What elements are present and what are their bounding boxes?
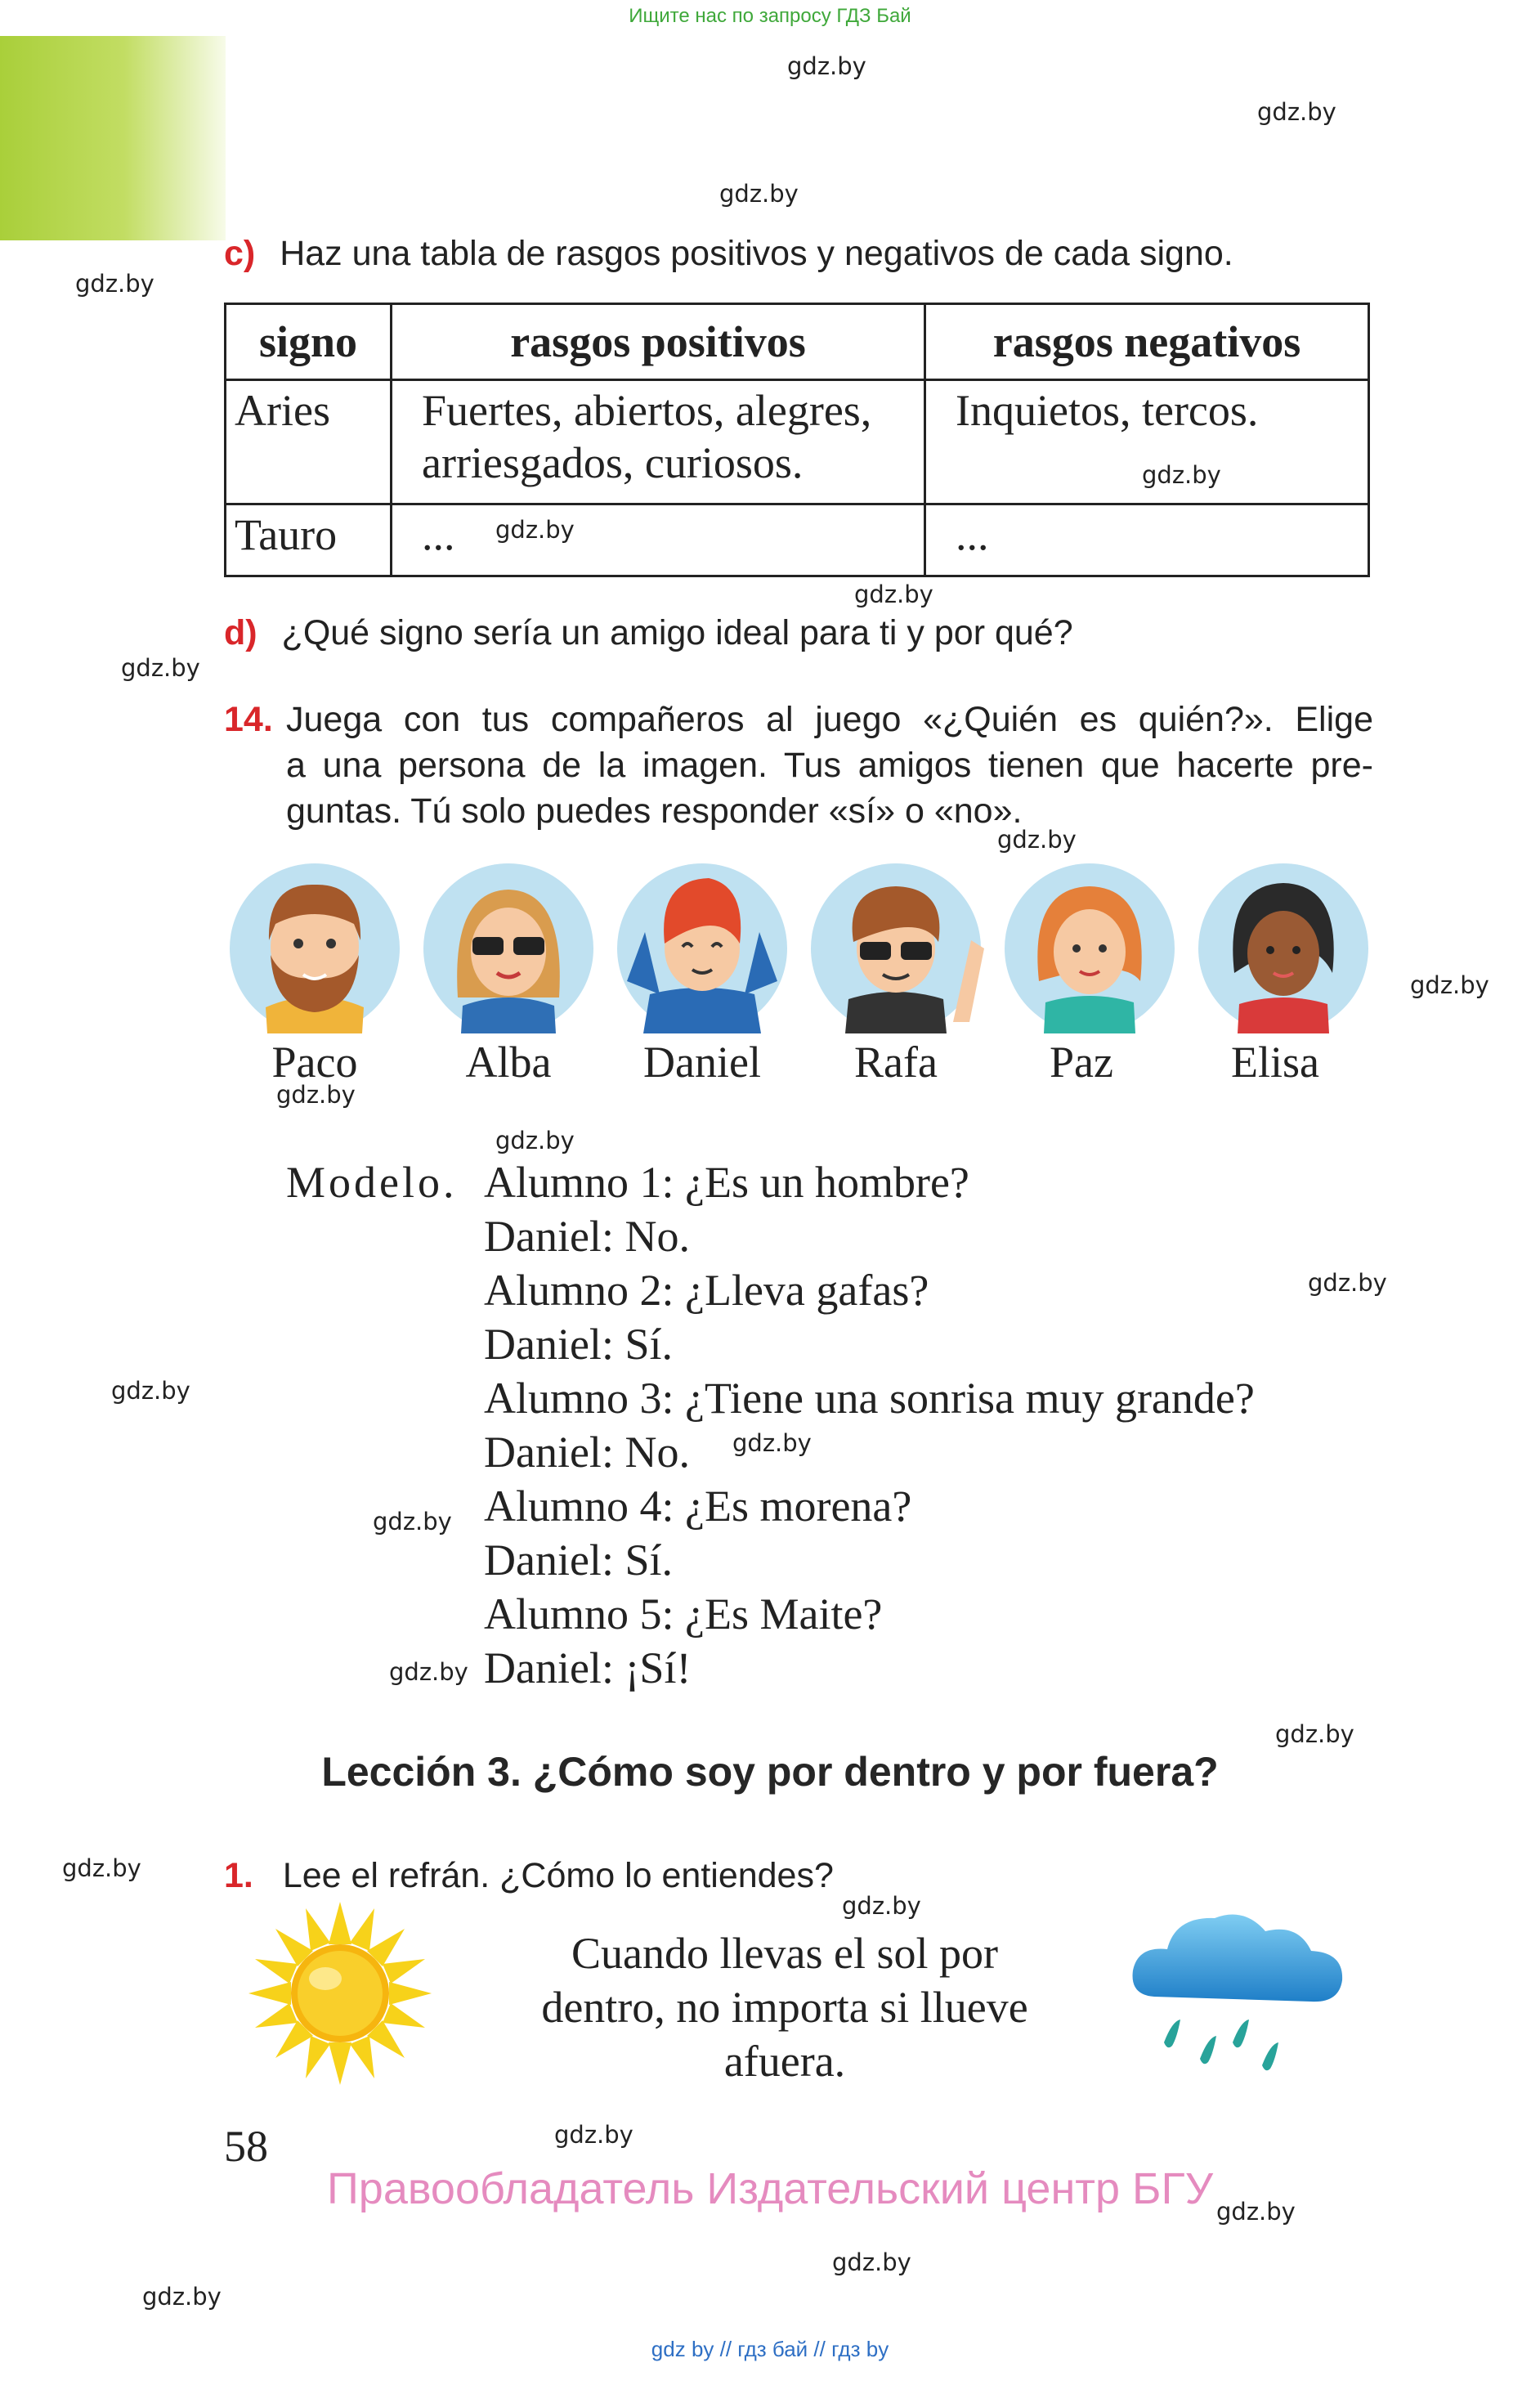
watermark: gdz.by [997, 826, 1077, 854]
daniel-avatar [617, 863, 787, 1033]
person-name-paco: Paco [271, 1038, 358, 1087]
rafa-avatar [811, 863, 984, 1033]
watermark: gdz.by [719, 180, 799, 208]
table-cell-signo: Tauro [226, 504, 392, 576]
watermark: gdz.by [854, 581, 933, 608]
task-d-text: ¿Qué signo sería un amigo ideal para ti y por qué? [281, 613, 1073, 652]
copyright: Правообладатель Издательский центр БГУ [326, 2164, 1214, 2213]
watermark: gdz.by [1275, 1720, 1354, 1748]
alba-avatar [423, 863, 593, 1033]
table-header-row [226, 304, 1369, 380]
watermark: gdz.by [1216, 2198, 1296, 2226]
page-number: 58 [224, 2122, 268, 2171]
task-14-label: 14. [224, 700, 273, 739]
task-c [224, 231, 1450, 276]
lesson-title: Lección 3. ¿Cómo soy por dentro y por fuera? [321, 1749, 1219, 1795]
dialog-line: Alumno 4: ¿Es morena? [484, 1482, 912, 1531]
task-14-line: Juega con tus compañeros al juego «¿Quién es quién?». Elige [286, 700, 1373, 739]
watermark: gdz.by [495, 1127, 575, 1154]
table-header-positivos: rasgos positivos [392, 304, 925, 380]
green-corner-decoration [0, 36, 226, 240]
dialog-line: Alumno 1: ¿Es un hombre? [484, 1158, 969, 1207]
zodiac-table [224, 303, 1370, 577]
dialog-line: Daniel: Sí. [484, 1320, 673, 1369]
elisa-avatar [1198, 863, 1368, 1033]
dialog-line: Alumno 2: ¿Lleva gafas? [484, 1266, 929, 1315]
task-1-text: Lee el refrán. ¿Cómo lo entiendes? [282, 1856, 834, 1895]
table-row [226, 380, 1369, 504]
paco-avatar [230, 863, 400, 1033]
proverb-line: dentro, no importa si llueve [541, 1983, 1028, 2032]
task-14-text [286, 697, 1373, 834]
dialog-line: Alumno 5: ¿Es Maite? [484, 1589, 883, 1639]
dialog-line: Daniel: No. [484, 1212, 690, 1261]
table-cell-positivos [392, 504, 925, 576]
table-cell-line: arriesgados, curiosos. [422, 438, 804, 487]
watermark: gdz.by [142, 2283, 222, 2311]
task-14-line: guntas. Tú solo puedes responder «sí» o «no». [286, 791, 1023, 831]
top-banner[interactable]: Ищите нас по запросу ГДЗ Бай [629, 5, 911, 27]
footer-links[interactable]: gdz by // гдз бай // гдз by [651, 2337, 889, 2361]
dialog-line: Daniel: ¡Sí! [484, 1643, 692, 1692]
proverb-line: Cuando llevas el sol por [571, 1929, 998, 1978]
table-cell-line: ... [422, 510, 455, 559]
table-cell-negativos: ... [925, 504, 1369, 576]
watermark: gdz.by [276, 1081, 356, 1109]
dialog-line: Daniel: Sí. [484, 1535, 673, 1585]
proverb-line: afuera. [723, 2037, 846, 2086]
dialog-line: Daniel: No. [484, 1428, 690, 1477]
table-cell-positivos [392, 380, 925, 504]
table-header-signo: signo [226, 304, 392, 380]
table-cell-line: Fuertes, abiertos, alegres, [422, 386, 872, 435]
task-c-text: Haz una tabla de rasgos positivos y negativos de cada signo. [280, 234, 1233, 273]
watermark: gdz.by [373, 1508, 452, 1535]
table-header-negativos: rasgos negativos [925, 304, 1369, 380]
table-cell-negativos: Inquietos, tercos. [925, 380, 1369, 504]
watermark: gdz.by [1142, 461, 1221, 489]
sun-icon [244, 1899, 456, 2087]
paz-avatar [1005, 863, 1175, 1033]
task-1 [224, 1853, 1287, 1899]
task-1-label: 1. [224, 1856, 253, 1895]
rain-cloud-icon [1121, 1899, 1367, 2095]
person-name-paz: Paz [1050, 1038, 1113, 1087]
watermark: gdz.by [832, 2248, 911, 2276]
task-d [224, 610, 1450, 656]
watermark: gdz.by [732, 1429, 812, 1457]
watermark: gdz.by [1257, 98, 1336, 126]
proverb [474, 1926, 1095, 2088]
task-c-label: c) [224, 234, 256, 273]
task-14-line: a una persona de la imagen. Tus amigos tienen que hacerte pre- [286, 746, 1373, 785]
people-illustration [221, 857, 1381, 1043]
watermark: gdz.by [75, 270, 154, 298]
task-d-label: d) [224, 613, 257, 652]
watermark: gdz.by [389, 1658, 468, 1686]
dialog-line: Alumno 3: ¿Tiene una sonrisa muy grande? [484, 1374, 1255, 1423]
watermark: gdz.by [62, 1854, 141, 1882]
watermark: gdz.by [554, 2121, 633, 2149]
watermark: gdz.by [121, 654, 200, 682]
person-name-alba: Alba [465, 1038, 552, 1087]
person-name-rafa: Rafa [854, 1038, 938, 1087]
table-cell-signo: Aries [226, 380, 392, 504]
watermark: gdz.by [787, 52, 866, 80]
watermark: gdz.by [111, 1377, 190, 1405]
watermark: gdz.by [842, 1892, 921, 1920]
table-row [226, 504, 1369, 576]
watermark: gdz.by [1308, 1269, 1387, 1297]
model-label: Modelo. [286, 1158, 458, 1207]
person-name-daniel: Daniel [643, 1038, 761, 1087]
person-name-elisa: Elisa [1231, 1038, 1319, 1087]
watermark: gdz.by [1410, 971, 1489, 999]
watermark: gdz.by [495, 516, 575, 544]
